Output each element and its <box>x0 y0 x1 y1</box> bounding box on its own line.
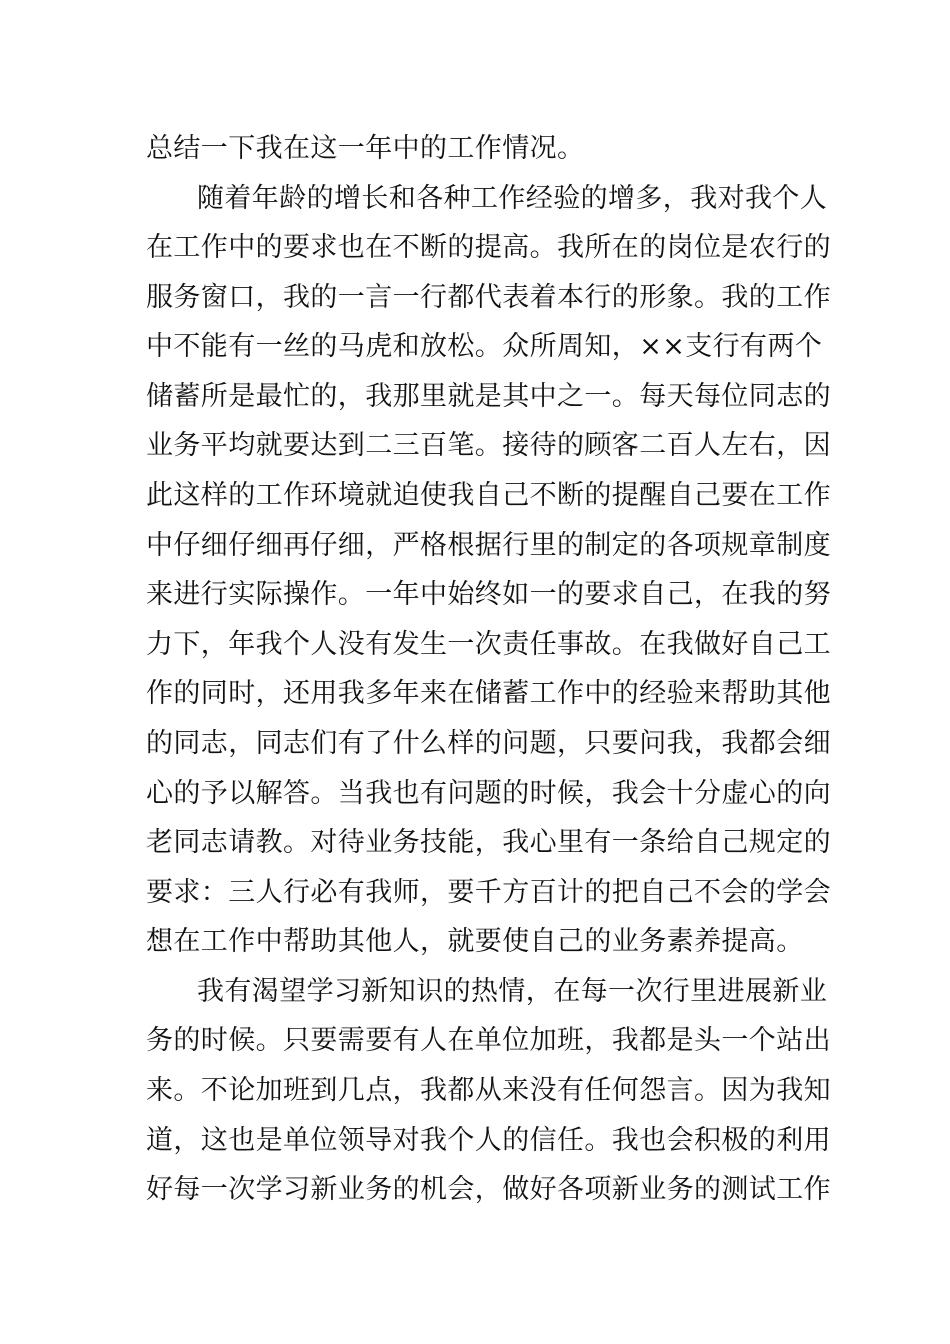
text-line: 业务平均就要达到二三百笔。接待的顾客二百人左右，因 <box>146 430 831 461</box>
text-line: 来进行实际操作。一年中始终如一的要求自己，在我的努 <box>146 579 831 610</box>
text-line: 在工作中的要求也在不断的提高。我所在的岗位是农行的 <box>146 232 831 263</box>
text-line: 老同志请教。对待业务技能，我心里有一条给自己规定的 <box>146 827 831 858</box>
text-line: 道，这也是单位领导对我个人的信任。我也会积极的利用 <box>146 1125 831 1156</box>
text-line: 好每一次学习新业务的机会，做好各项新业务的测试工作 <box>146 1174 831 1205</box>
text-line: 心的予以解答。当我也有问题的时候，我会十分虚心的向 <box>146 778 831 809</box>
paragraph-start-line: 随着年龄的增长和各种工作经验的增多，我对我个人 <box>197 183 828 214</box>
text-line: 要求：三人行必有我师，要千方百计的把自己不会的学会 <box>146 877 831 908</box>
text-line: 储蓄所是最忙的，我那里就是其中之一。每天每位同志的 <box>146 381 831 412</box>
text-line: 来。不论加班到几点，我都从来没有任何怨言。因为我知 <box>146 1075 831 1106</box>
text-line: 中仔细仔细再仔细，严格根据行里的制定的各项规章制度 <box>146 530 831 561</box>
text-line: 想在工作中帮助其他人，就要使自己的业务素养提高。 <box>146 926 804 957</box>
text-line: 的同志，同志们有了什么样的问题，只要问我，我都会细 <box>146 728 831 759</box>
text-line: 务的时候。只要需要有人在单位加班，我都是头一个站出 <box>146 1025 831 1056</box>
text-line: 力下，年我个人没有发生一次责任事故。在我做好自己工 <box>146 629 831 660</box>
text-line: 总结一下我在这一年中的工作情况。 <box>146 133 585 164</box>
text-line: 服务窗口，我的一言一行都代表着本行的形象。我的工作 <box>146 282 831 313</box>
text-line: 作的同时，还用我多年来在储蓄工作中的经验来帮助其他 <box>146 678 831 709</box>
text-line: 此这样的工作环境就迫使我自己不断的提醒自己要在工作 <box>146 480 831 511</box>
paragraph-start-line: 我有渴望学习新知识的热情，在每一次行里进展新业 <box>197 976 828 1007</box>
text-line: 中不能有一丝的马虎和放松。众所周知，××支行有两个 <box>146 331 823 362</box>
